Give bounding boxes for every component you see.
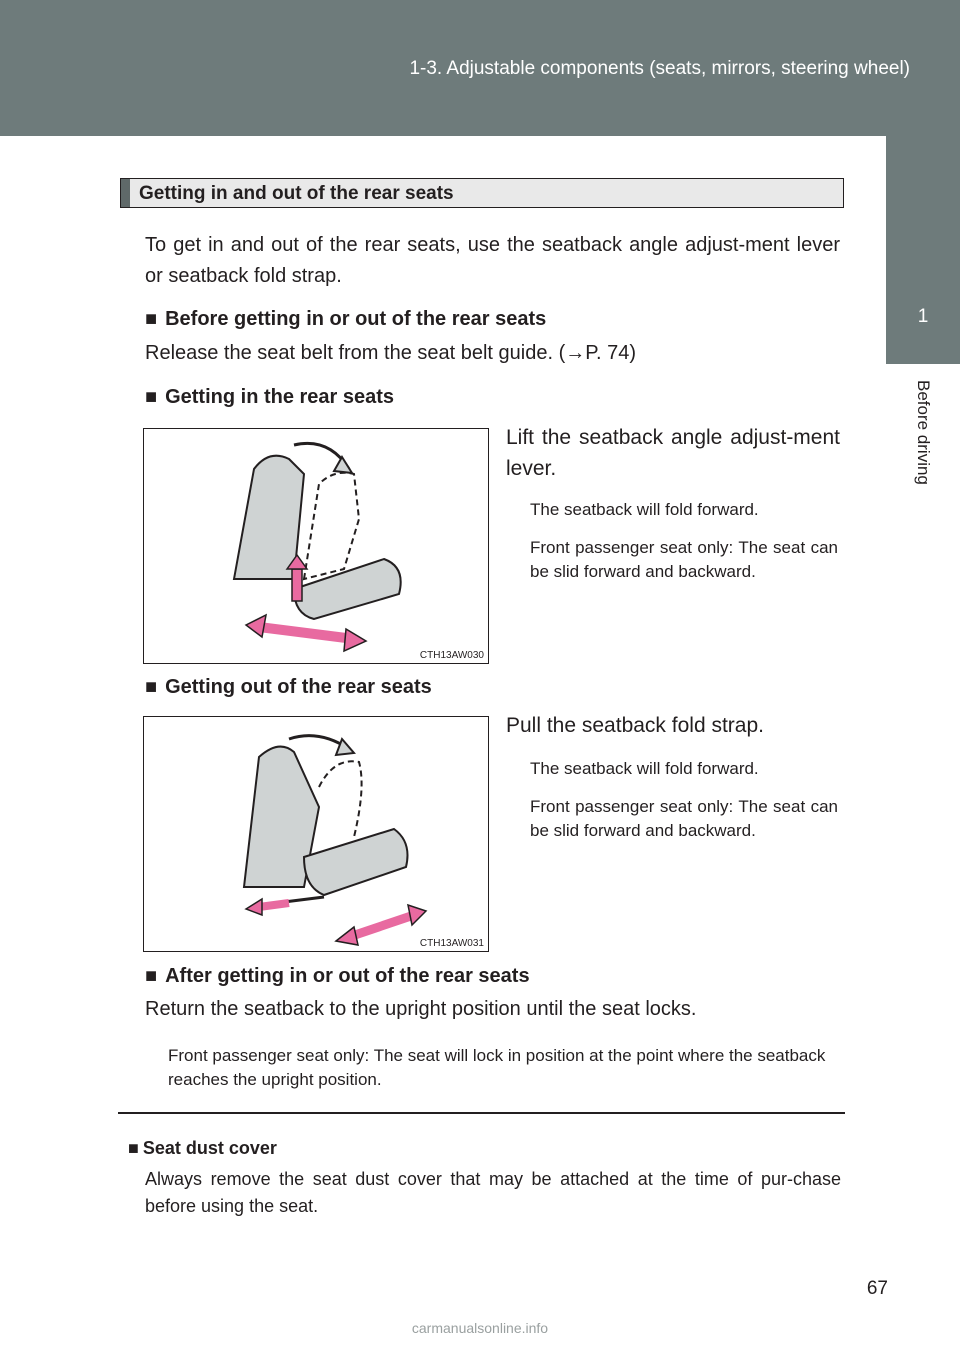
subheading-getting-out-text: Getting out of the rear seats bbox=[165, 676, 432, 698]
subheading-after-text: After getting in or out of the rear seats bbox=[165, 965, 530, 987]
chapter-title: 1-3. Adjustable components (seats, mirrors, steering wheel) bbox=[409, 58, 910, 79]
figure-fold-strap bbox=[143, 716, 489, 952]
divider bbox=[118, 1112, 845, 1114]
square-bullet-icon: ■ bbox=[145, 965, 158, 987]
figure-lift-lever bbox=[143, 428, 489, 664]
getting-in-note-1: The seatback will fold forward. bbox=[530, 500, 759, 519]
fold-strap-instruction: Pull the seatback fold strap. bbox=[506, 714, 764, 737]
subheading-getting-out bbox=[145, 676, 432, 699]
figure-code: CTH13AW031 bbox=[419, 938, 484, 949]
square-bullet-icon: ■ bbox=[128, 1138, 139, 1158]
square-bullet-icon: ■ bbox=[145, 386, 158, 408]
subheading-before-text: Before getting in or out of the rear seats bbox=[165, 308, 547, 330]
figure-code: CTH13AW030 bbox=[419, 650, 484, 661]
subheading-before bbox=[145, 308, 546, 331]
square-bullet-icon: ■ bbox=[145, 308, 158, 330]
chapter-label bbox=[886, 380, 960, 510]
section-accent bbox=[121, 179, 130, 207]
lift-lever-instruction: Lift the seatback angle adjust-ment lever. bbox=[506, 426, 840, 480]
subheading-getting-in-text: Getting in the rear seats bbox=[165, 386, 395, 408]
section-intro: To get in and out of the rear seats, use the seatback angle adjust-ment lever or seatback fold strap. bbox=[145, 234, 840, 287]
page-header bbox=[0, 0, 960, 136]
chapter-label-text: Before driving bbox=[914, 380, 933, 485]
getting-out-note-2: Front passenger seat only: The seat can be slid forward and backward. bbox=[530, 797, 838, 840]
after-text: Return the seatback to the upright position until the seat locks. bbox=[145, 998, 697, 1020]
watermark: carmanualsonline.info bbox=[411, 1320, 549, 1336]
subheading-dust-cover bbox=[128, 1138, 277, 1159]
subheading-getting-in bbox=[145, 386, 394, 409]
seat-lever-illustration bbox=[144, 429, 490, 665]
chapter-tab bbox=[886, 136, 960, 364]
section-title: Getting in and out of the rear seats bbox=[139, 183, 454, 204]
getting-out-note-1: The seatback will fold forward. bbox=[530, 759, 759, 778]
dust-cover-text: Always remove the seat dust cover that may be attached at the time of pur-chase before using the seat. bbox=[145, 1169, 841, 1216]
getting-in-note-2: Front passenger seat only: The seat can be slid forward and backward. bbox=[530, 538, 838, 581]
subheading-after bbox=[145, 965, 530, 988]
subheading-dust-cover-text: Seat dust cover bbox=[142, 1138, 277, 1158]
after-note: Front passenger seat only: The seat will lock in position at the point where the seatback reaches the upright position. bbox=[168, 1046, 826, 1089]
square-bullet-icon: ■ bbox=[145, 676, 158, 698]
section-heading bbox=[120, 178, 844, 208]
seat-strap-illustration bbox=[144, 717, 490, 953]
chapter-number: 1 bbox=[917, 306, 929, 327]
before-text: Release the seat belt from the seat belt guide. (→P. 74) bbox=[145, 342, 637, 364]
page-number: 67 bbox=[866, 1278, 888, 1299]
